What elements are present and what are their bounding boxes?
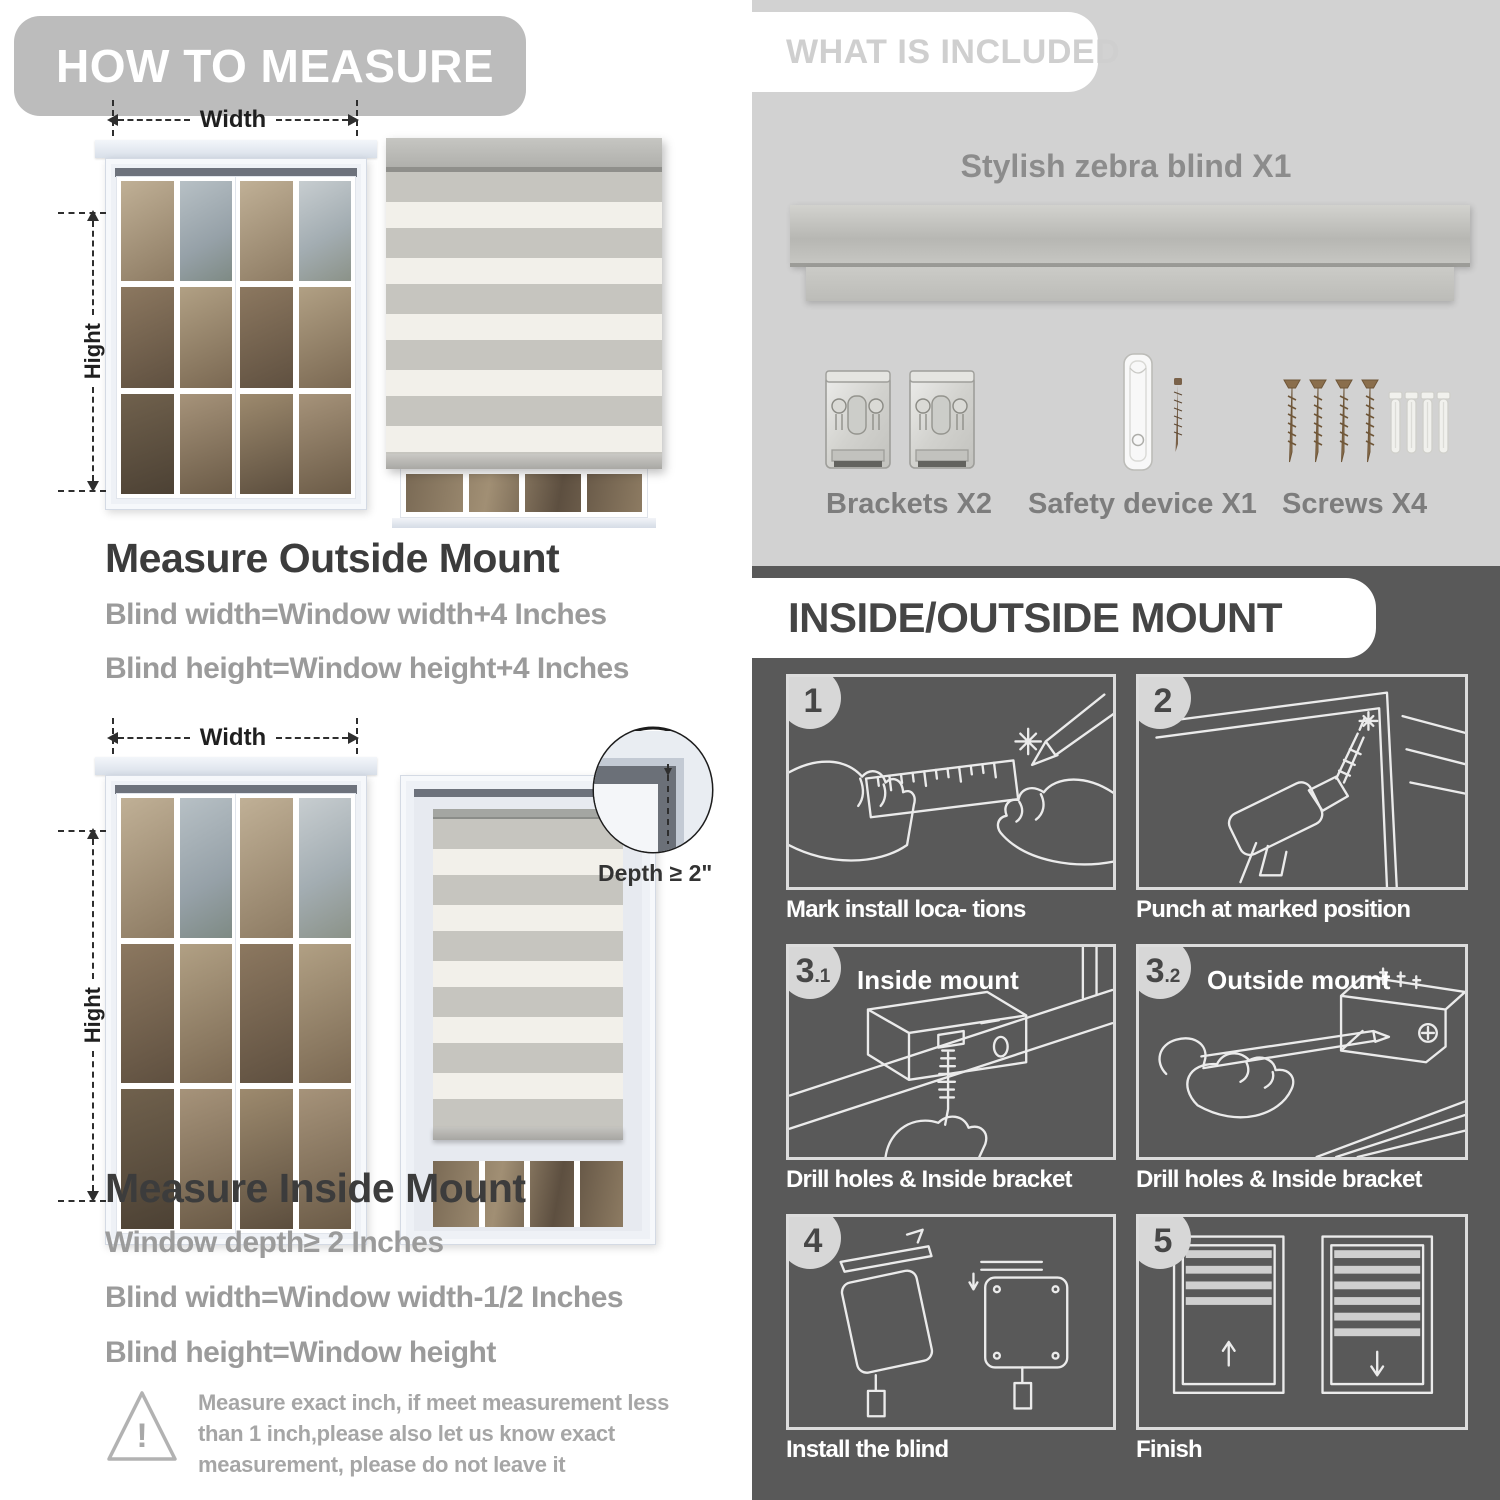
step-panel-2 [1136, 674, 1468, 890]
dashed-line [276, 737, 348, 739]
step-panel-3-1 [786, 944, 1116, 1160]
blind-stripes [433, 819, 623, 1127]
safety-device-image [1090, 348, 1210, 482]
window-pane [299, 181, 352, 281]
height-label: Hight [80, 986, 105, 1044]
width-label: Width [199, 106, 267, 133]
guide-line [58, 490, 106, 492]
measure-warning [104, 1385, 669, 1481]
window-muntin [581, 474, 587, 512]
step-caption-5: Finish [1136, 1436, 1202, 1463]
step-number: 1 [803, 681, 823, 720]
dashed-line [92, 387, 94, 481]
guide-line [58, 1200, 106, 1202]
step-panel-title: Inside mount [857, 965, 1019, 995]
window-track [115, 785, 357, 794]
outside-mount-title: Measure Outside Mount [105, 535, 560, 581]
how-to-measure-title: HOW TO MEASURE [56, 40, 495, 92]
window-pane [240, 287, 293, 387]
dashed-line [276, 119, 348, 121]
guide-line [58, 830, 106, 832]
step-caption-3-2: Drill holes & Inside bracket [1136, 1166, 1422, 1193]
window-sash [236, 177, 355, 498]
depth-detail-magnifier [590, 724, 716, 856]
window-pane [240, 944, 293, 1084]
warning-line: measurement, please do not leave it [198, 1452, 566, 1478]
step-panel-5 [1136, 1214, 1468, 1430]
window-pane [121, 181, 174, 281]
window-pane [299, 287, 352, 387]
step-panel-3-2 [1136, 944, 1468, 1160]
dashed-line [118, 119, 190, 121]
inside-outside-mount-title: INSIDE/OUTSIDE MOUNT [788, 594, 1283, 641]
step-subnumber: .1 [814, 966, 831, 987]
window-pane [299, 394, 352, 494]
warning-line: than 1 inch,please also let us know exact [198, 1421, 615, 1447]
window-muntin [463, 474, 469, 512]
window-sash [117, 177, 236, 498]
dashed-line [92, 1051, 94, 1191]
dashed-line [118, 737, 190, 739]
step-number: 3 [795, 951, 815, 990]
dashed-line [92, 221, 94, 315]
step-caption-1: Mark install loca- tions [786, 896, 1026, 923]
window-pane [240, 798, 293, 938]
window-pane [299, 798, 352, 938]
window-lintel [95, 757, 377, 775]
window-sill [392, 518, 656, 528]
step-number: 3 [1145, 951, 1165, 990]
window-muntin [519, 474, 525, 512]
outside-rule-2: Blind height=Window height+4 Inches [105, 652, 629, 685]
step-panel-4 [786, 1214, 1116, 1430]
blind-bottomrail [386, 454, 662, 469]
window-pane [121, 944, 174, 1084]
window-glass [406, 474, 642, 512]
safety-device-label: Safety device X1 [1028, 488, 1257, 520]
zebra-blind-outside-mount [386, 138, 662, 469]
brackets-image [818, 366, 982, 482]
screws-label: Screws X4 [1282, 488, 1428, 520]
window-pane [121, 798, 174, 938]
guide-line [58, 212, 106, 214]
what-is-included-header [752, 12, 1121, 92]
inside-mount-title: Measure Inside Mount [105, 1165, 526, 1211]
window-pane [240, 181, 293, 281]
window-photo [105, 158, 367, 510]
height-measure-arrow [80, 828, 106, 1202]
svg-text:!: ! [136, 1417, 148, 1455]
zebra-blind-headrail-image [790, 205, 1470, 267]
window-pane [299, 944, 352, 1084]
outside-rule-1: Blind width=Window width+4 Inches [105, 598, 607, 631]
step-subnumber: .2 [1164, 966, 1181, 987]
what-is-included-title: WHAT IS INCLUDED [786, 33, 1121, 71]
blind-stripes [386, 172, 662, 454]
width-label: Width [199, 724, 267, 751]
blind-bottomrail [433, 1127, 623, 1140]
screws-image [1278, 372, 1454, 476]
blind-item-label: Stylish zebra blind X1 [960, 148, 1292, 184]
window-sashes [117, 177, 355, 498]
brackets-label: Brackets X2 [826, 488, 993, 520]
zebra-blind-inside-mount [433, 809, 623, 1140]
window-lintel [95, 140, 377, 158]
step-caption-4: Install the blind [786, 1436, 949, 1463]
zebra-blind-headrail-lip [806, 267, 1454, 301]
height-label: Hight [80, 322, 105, 380]
warning-text [198, 1387, 669, 1481]
width-measure-arrow [107, 724, 359, 752]
step-caption-3-1: Drill holes & Inside bracket [786, 1166, 1072, 1193]
exclamation-triangle-icon [104, 1385, 180, 1469]
step-number: 4 [803, 1221, 823, 1260]
inside-rule-3: Blind height=Window height [105, 1336, 496, 1369]
height-measure-arrow [80, 210, 106, 492]
window-pane [180, 287, 233, 387]
width-measure-arrow [107, 106, 359, 134]
how-to-measure-header [14, 16, 526, 116]
window-muntin [574, 1161, 580, 1227]
window-pane [180, 798, 233, 938]
window-pane [240, 394, 293, 494]
inside-outside-mount-header [752, 578, 1376, 658]
step-number: 2 [1153, 681, 1173, 720]
window-pane [121, 394, 174, 494]
window-pane [180, 181, 233, 281]
dashed-line [92, 839, 94, 979]
window-pane [121, 287, 174, 387]
inside-rule-1: Window depth≥ 2 Inches [105, 1226, 444, 1259]
blind-headrail [386, 138, 662, 172]
window-pane [180, 394, 233, 494]
window-pane [180, 944, 233, 1084]
step-number: 5 [1153, 1221, 1173, 1260]
step-panel-1 [786, 674, 1116, 890]
window-track [115, 168, 357, 177]
window-under-blind [400, 468, 648, 518]
warning-line: Measure exact inch, if meet measurement less [198, 1390, 670, 1415]
step-panel-title: Outside mount [1207, 965, 1391, 995]
inside-rule-2: Blind width=Window width-1/2 Inches [105, 1281, 624, 1314]
depth-label: Depth ≥ 2" [598, 860, 713, 886]
step-caption-2: Punch at marked position [1136, 896, 1411, 923]
